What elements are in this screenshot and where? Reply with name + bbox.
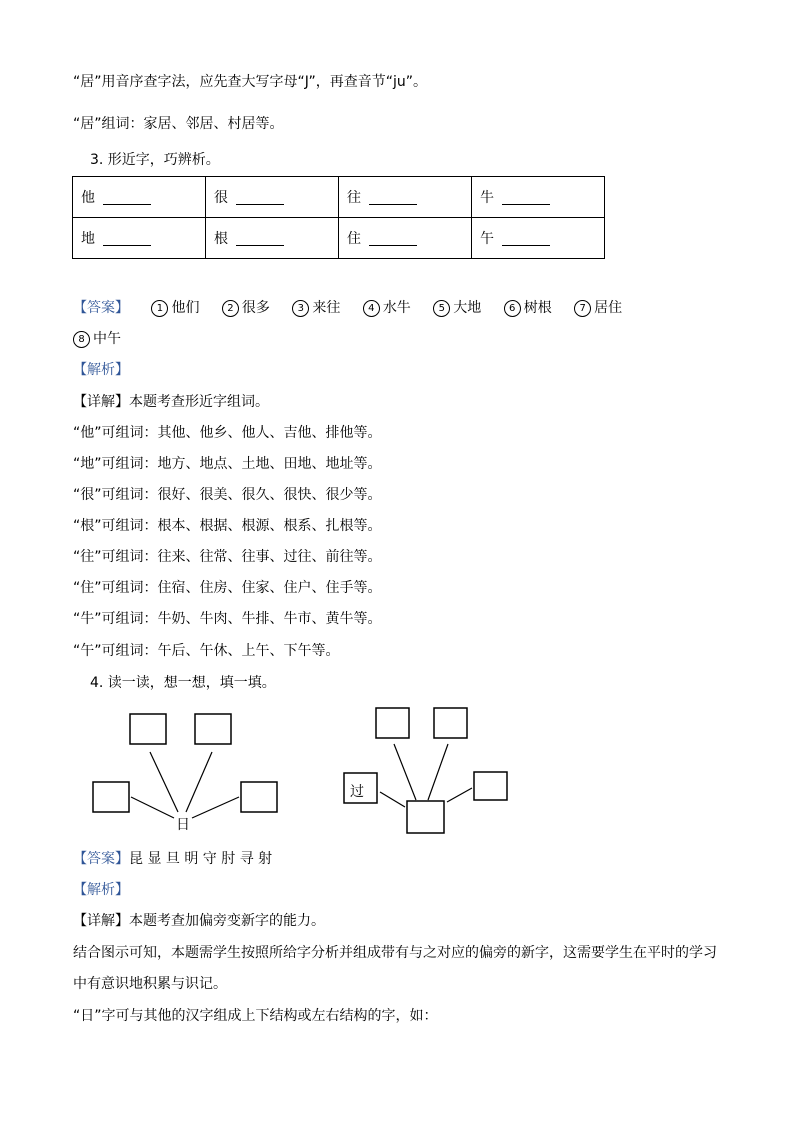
- blank-box[interactable]: [474, 772, 507, 800]
- answer-option: 3 来往: [292, 298, 340, 318]
- right-diagram: [344, 708, 507, 833]
- center-box[interactable]: [407, 801, 444, 833]
- table-cell: [472, 177, 605, 218]
- table-cell: [73, 177, 206, 218]
- answer-blank[interactable]: [502, 192, 550, 205]
- analysis-line: 中有意识地积累与识记。: [73, 976, 227, 992]
- answer-option: 6 树根: [504, 298, 552, 318]
- table-cell: [472, 218, 605, 259]
- answer-blank[interactable]: [502, 233, 550, 246]
- answer-option: 1 他们: [151, 298, 199, 318]
- cell-char: 他: [81, 190, 95, 206]
- answer-option: 2 很多: [222, 298, 270, 318]
- answer-label: 【答案】: [73, 300, 129, 316]
- cell-char: 地: [81, 231, 95, 247]
- cell-char: 往: [347, 190, 361, 206]
- radical-diagram: [0, 700, 794, 840]
- connector: [380, 792, 405, 807]
- connector: [394, 744, 416, 800]
- question-3-answer: [73, 298, 640, 318]
- table-cell: [339, 177, 472, 218]
- answer-option-8: 8 中午: [73, 329, 121, 349]
- detail-line: 【详解】本题考查加偏旁变新字的能力。: [73, 913, 325, 929]
- intro-line-2: “居”组词：家居、邻居、村居等。: [73, 116, 284, 132]
- answer-blank[interactable]: [103, 233, 151, 246]
- analysis-line: “日”字可与其他的汉字组成上下结构或左右结构的字，如：: [73, 1008, 438, 1024]
- cell-char: 牛: [480, 190, 494, 206]
- table-row: [73, 177, 605, 218]
- answer-option: 5 大地: [433, 298, 481, 318]
- connector: [428, 744, 448, 800]
- cell-char: 午: [480, 231, 494, 247]
- blank-box[interactable]: [195, 714, 231, 744]
- analysis-line: “牛”可组词：牛奶、牛肉、牛排、牛市、黄牛等。: [73, 611, 382, 627]
- connector: [192, 797, 239, 818]
- cell-char: 住: [347, 231, 361, 247]
- blank-box[interactable]: [130, 714, 166, 744]
- cell-char: 根: [214, 231, 228, 247]
- connector: [131, 797, 174, 818]
- answer-blank[interactable]: [236, 233, 284, 246]
- answer-option: 7 居住: [574, 298, 622, 318]
- connector: [150, 752, 178, 812]
- analysis-label: 【解析】: [73, 882, 129, 898]
- table-row: [73, 218, 605, 259]
- analysis-line: “午”可组词：午后、午休、上午、下午等。: [73, 643, 340, 659]
- question-4-title: 4. 读一读，想一想，填一填。: [90, 675, 276, 691]
- center-char: 日: [176, 817, 190, 833]
- answer-blank[interactable]: [369, 233, 417, 246]
- left-diagram: [93, 714, 277, 833]
- analysis-line: “住”可组词：住宿、住房、住家、住户、住手等。: [73, 580, 382, 596]
- intro-line-1: “居”用音序查字法，应先查大写字母“J”，再查音节“ju”。: [73, 74, 427, 90]
- question-4-answer: 【答案】昆 显 旦 明 守 肘 寻 射: [73, 851, 273, 867]
- answer-option: 4 水牛: [363, 298, 411, 318]
- blank-box[interactable]: [376, 708, 409, 738]
- similar-characters-table: [72, 176, 605, 259]
- detail-line: 【详解】本题考查形近字组词。: [73, 394, 269, 410]
- blank-box[interactable]: [241, 782, 277, 812]
- answer-blank[interactable]: [103, 192, 151, 205]
- blank-box[interactable]: [434, 708, 467, 738]
- analysis-line: “他”可组词：其他、他乡、他人、吉他、排他等。: [73, 425, 382, 441]
- question-3-title: 3. 形近字，巧辨析。: [90, 152, 220, 168]
- analysis-line: “地”可组词：地方、地点、土地、田地、地址等。: [73, 456, 382, 472]
- analysis-label: 【解析】: [73, 362, 129, 378]
- table-cell: [339, 218, 472, 259]
- table-cell: [73, 218, 206, 259]
- connector: [186, 752, 212, 812]
- answer-blank[interactable]: [236, 192, 284, 205]
- analysis-line: “往”可组词：往来、往常、往事、过往、前往等。: [73, 549, 382, 565]
- table-cell: [206, 177, 339, 218]
- analysis-line: 结合图示可知，本题需学生按照所给字分析并组成带有与之对应的偏旁的新字，这需要学生在平时的学习: [73, 945, 717, 961]
- connector: [447, 788, 472, 802]
- analysis-line: “很”可组词：很好、很美、很久、很快、很少等。: [73, 487, 382, 503]
- analysis-line: “根”可组词：根本、根据、根源、根系、扎根等。: [73, 518, 382, 534]
- cell-char: 很: [214, 190, 228, 206]
- blank-box[interactable]: [93, 782, 129, 812]
- given-char: 过: [350, 784, 364, 800]
- answer-blank[interactable]: [369, 192, 417, 205]
- table-cell: [206, 218, 339, 259]
